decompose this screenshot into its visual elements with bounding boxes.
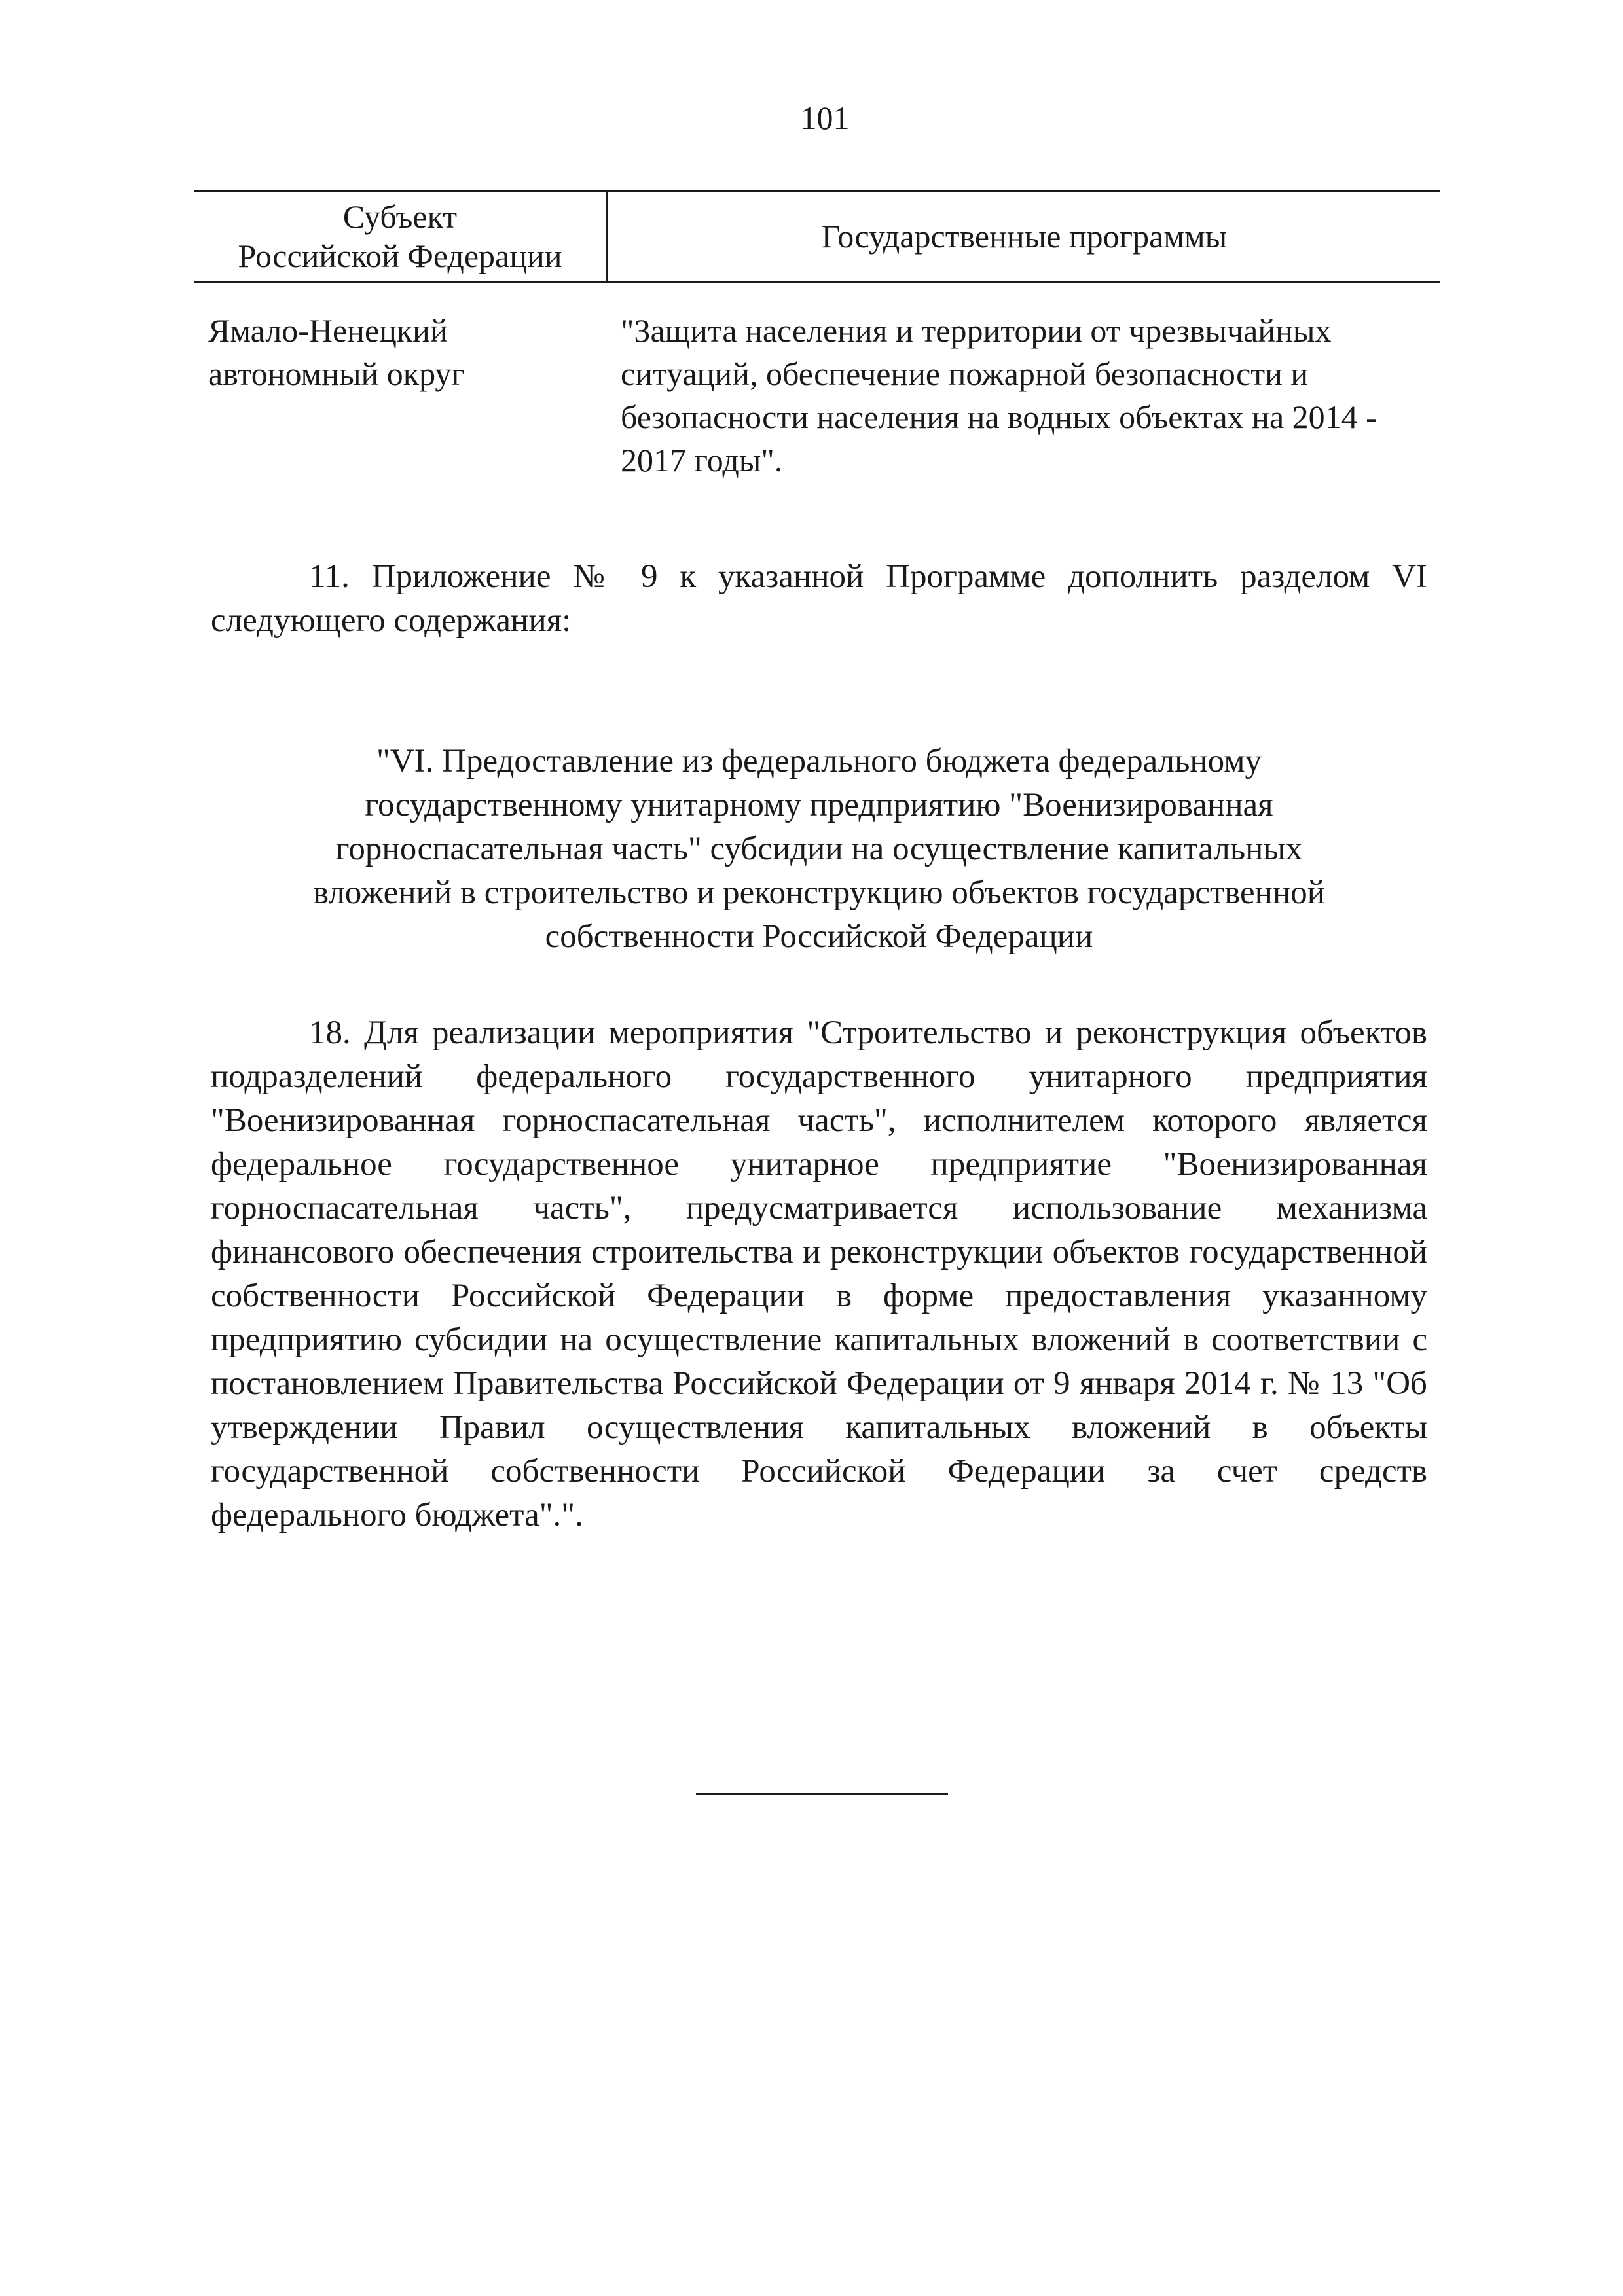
row-subject-line1: Ямало-Ненецкий (208, 312, 448, 349)
table-header (194, 190, 1440, 283)
section-title-line3: горноспасательная часть" субсидии на осуществление капитальных (335, 831, 1303, 867)
page-number: 101 (800, 99, 850, 136)
section-title-line5: собственности Российской Федерации (545, 918, 1093, 955)
section-title-line4: вложений в строительство и реконструкцию объектов государственной (312, 874, 1326, 911)
header-programs: Государственные программы (821, 218, 1228, 255)
section-title-line1: "VI. Предоставление из федерального бюджета федеральному (376, 743, 1262, 780)
row-program: "Защита населения и территории от чрезвычайных ситуаций, обеспечение пожарной безопасности и безопасности населения на водных объектах на 2014 - 2017 годы". (621, 312, 1377, 478)
end-rule (696, 1793, 948, 1795)
row-subject-line2: автономный округ (208, 355, 465, 392)
section-title (211, 740, 1427, 959)
header-subject-line1: Субъект (342, 198, 458, 235)
programs-table (194, 190, 1440, 499)
section-title-line2: государственному унитарному предприятию "Военизированная (365, 787, 1273, 823)
item-11-paragraph: 11. Приложение № 9 к указанной Программе дополнить разделом VI следующего содержания: (211, 558, 1427, 639)
table-row (194, 283, 1440, 499)
header-subject-line2: Российской Федерации (238, 238, 562, 274)
row-subject (208, 309, 601, 395)
item-18-paragraph: 18. Для реализации мероприятия "Строительство и реконструкция объектов подразделений федерального государственного унитарного предприятия "Военизированная горноспасательная часть", исполнителем которого является федеральное государственное унитарное предприятие "Военизированная горноспасательная часть", предусматривается использование механизма финансового обеспечения строительства и реконструкции объектов государственной собственности Российской Федерации в форме предоставления указанному предприятию субсидии на осуществление капитальных вложений в соответствии с постановлением Правительства Российской Федерации от 9 января 2014 г. № 13 "Об утверждении Правил осуществления капитальных вложений в объекты государственной собственности Российской Федерации за счет средств федерального бюджета".". (211, 1014, 1427, 1534)
header-subject (194, 192, 608, 281)
